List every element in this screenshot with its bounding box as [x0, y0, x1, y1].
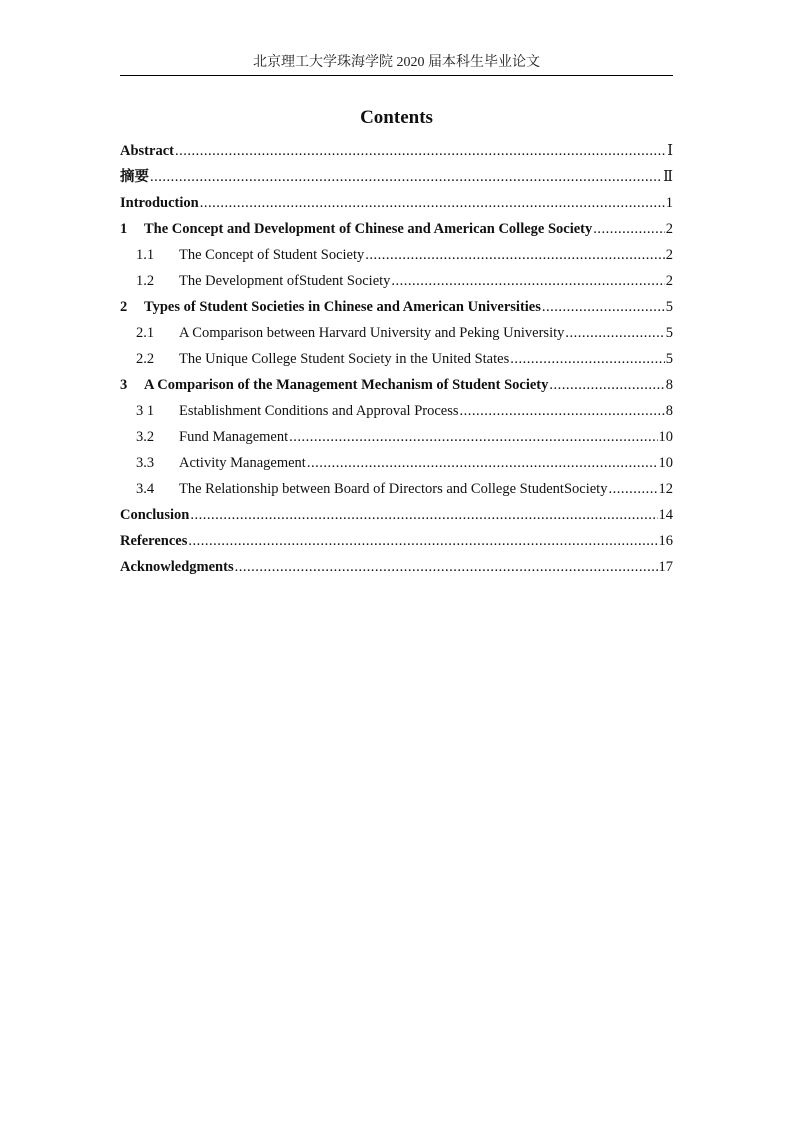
- toc-entry-label: Fund Management: [179, 429, 289, 445]
- running-header: 北京理工大学珠海学院 2020 届本科生毕业论文: [253, 55, 540, 70]
- toc-entry-label: A Comparison between Harvard University and Peking University: [179, 325, 565, 341]
- toc-entry[interactable]: [120, 480, 673, 506]
- toc-dot-leader: [542, 298, 665, 316]
- toc-entry-page-number: 10: [658, 429, 673, 445]
- toc-entry-label: Types of Student Societies in Chinese and American Universities: [144, 299, 541, 315]
- toc-entry-label: A Comparison of the Management Mechanism of Student Society: [144, 377, 549, 393]
- toc-entry[interactable]: [120, 428, 673, 454]
- toc-entry-label: The Concept of Student Society: [179, 247, 365, 263]
- toc-entry[interactable]: [120, 532, 673, 558]
- toc-dot-leader: [289, 428, 657, 446]
- toc-entry-page-number: 8: [665, 403, 673, 419]
- toc-entry[interactable]: [120, 194, 673, 220]
- header-rule: [120, 75, 673, 76]
- toc-entry-label: The Relationship between Board of Directors and College StudentSociety: [179, 481, 608, 497]
- toc-entry[interactable]: [120, 558, 673, 584]
- toc-entry-page-number: 5: [665, 299, 673, 315]
- toc-entry[interactable]: [120, 506, 673, 532]
- toc-entry-label: The Development ofStudent Society: [179, 273, 391, 289]
- toc-dot-leader: [608, 480, 657, 498]
- toc-dot-leader: [190, 506, 657, 524]
- toc-entry[interactable]: [120, 142, 673, 168]
- toc-entry[interactable]: [120, 402, 673, 428]
- toc-entry-page-number: 1: [665, 195, 673, 211]
- toc-entry-label: Acknowledgments: [120, 559, 234, 575]
- toc-entry[interactable]: [120, 350, 673, 376]
- toc-entry-number: 2.1: [136, 325, 155, 341]
- toc-entry-label: Introduction: [120, 195, 199, 211]
- toc-dot-leader: [307, 454, 658, 472]
- toc-dot-leader: [510, 350, 665, 368]
- toc-entry-number: 1.2: [136, 273, 155, 289]
- toc-entry[interactable]: [120, 454, 673, 480]
- page-title: Contents: [360, 107, 433, 128]
- toc-entry-number: 2.2: [136, 351, 155, 367]
- toc-dot-leader: [391, 272, 664, 290]
- toc-entry-page-number: 10: [658, 455, 673, 471]
- toc-entry-label: 摘要: [120, 169, 149, 185]
- toc-entry-number: 3.4: [136, 481, 155, 497]
- toc-entry[interactable]: [120, 298, 673, 324]
- table-of-contents: [120, 142, 673, 584]
- toc-entry-page-number: 8: [665, 377, 673, 393]
- toc-entry[interactable]: [120, 272, 673, 298]
- toc-entry-number: 3.3: [136, 455, 155, 471]
- toc-entry[interactable]: [120, 376, 673, 402]
- toc-entry-page-number: Ⅱ: [663, 169, 673, 185]
- toc-entry-page-number: 16: [658, 533, 673, 549]
- toc-entry-number: 3 1: [136, 403, 155, 419]
- toc-entry-page-number: 5: [665, 351, 673, 367]
- toc-dot-leader: [175, 142, 666, 160]
- toc-entry-number: 3: [120, 377, 128, 393]
- toc-entry-label: References: [120, 533, 188, 549]
- toc-entry-page-number: 2: [665, 273, 673, 289]
- toc-entry-label: Activity Management: [179, 455, 306, 471]
- toc-entry-number: 1.1: [136, 247, 155, 263]
- toc-entry-page-number: 14: [658, 507, 673, 523]
- toc-entry-page-number: 2: [665, 247, 673, 263]
- toc-entry-page-number: 5: [665, 325, 673, 341]
- toc-entry[interactable]: [120, 324, 673, 350]
- toc-entry-page-number: 17: [658, 559, 673, 575]
- toc-entry-label: Establishment Conditions and Approval Process: [179, 403, 459, 419]
- toc-entry-page-number: 2: [665, 221, 673, 237]
- toc-entry[interactable]: [120, 220, 673, 246]
- toc-entry-page-number: Ⅰ: [667, 143, 673, 159]
- toc-entry-label: The Unique College Student Society in the United States: [179, 351, 510, 367]
- toc-dot-leader: [200, 194, 665, 212]
- toc-dot-leader: [593, 220, 664, 238]
- toc-entry-label: Conclusion: [120, 507, 190, 523]
- toc-entry[interactable]: [120, 168, 673, 194]
- toc-entry-page-number: 12: [658, 481, 673, 497]
- toc-entry-label: The Concept and Development of Chinese and American College Society: [144, 221, 593, 237]
- toc-dot-leader: [549, 376, 664, 394]
- toc-dot-leader: [188, 532, 657, 550]
- toc-dot-leader: [150, 168, 662, 186]
- toc-dot-leader: [565, 324, 664, 342]
- toc-dot-leader: [235, 558, 658, 576]
- toc-dot-leader: [460, 402, 665, 420]
- toc-entry-number: 2: [120, 299, 128, 315]
- toc-entry[interactable]: [120, 246, 673, 272]
- toc-entry-label: Abstract: [120, 143, 174, 159]
- toc-dot-leader: [365, 246, 665, 264]
- toc-entry-number: 3.2: [136, 429, 155, 445]
- toc-entry-number: 1: [120, 221, 128, 237]
